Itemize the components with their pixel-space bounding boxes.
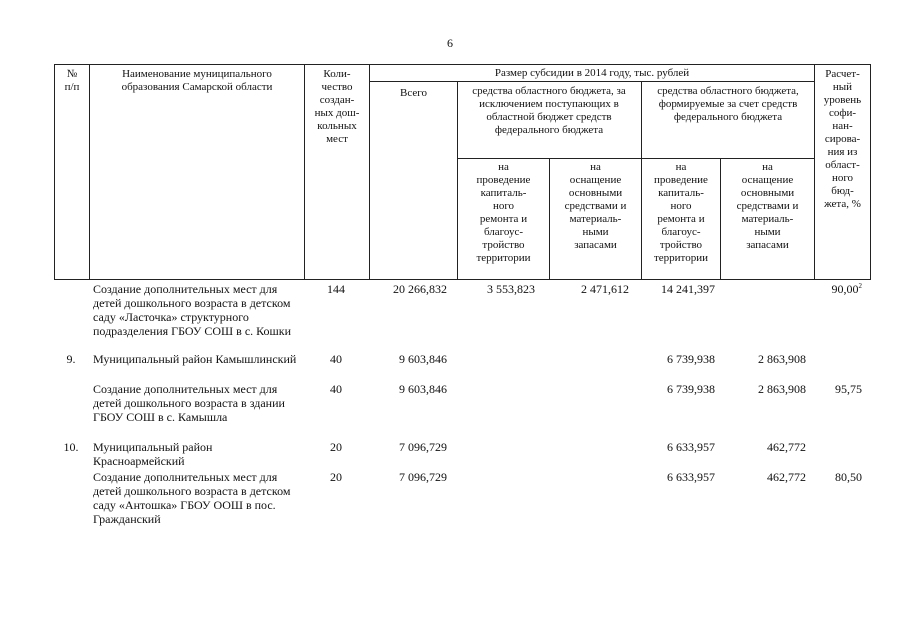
header-level: Расчет- ный уровень софи- нан- сирова- ния из област- ного бюд- жета, % — [823, 68, 862, 210]
header-reg-equip: на оснащение основными средствами и материаль- ными запасами — [564, 161, 627, 251]
row-places: 20 — [330, 440, 342, 454]
row-fed-equip: 462,772 — [767, 440, 806, 454]
header-reg-repair: на проведение капиталь- ного ремонта и благоус- тройство территории — [476, 161, 531, 264]
row-level: 80,50 — [835, 470, 862, 484]
row-total: 7 096,729 — [399, 440, 447, 454]
row-name: Создание дополнительных мест для детей дошкольного возраста в здании ГБОУ СОШ в с. Камышла — [93, 382, 285, 424]
row-fed-repair: 6 739,938 — [667, 382, 715, 396]
row-fed-equip: 2 863,908 — [758, 352, 806, 366]
row-name: Создание дополнительных мест для детей дошкольного возраста в детском саду «Ласточка» структурного подразделения ГБОУ СОШ в с. Кошки — [93, 282, 292, 338]
table-header — [54, 64, 871, 280]
row-total: 20 266,832 — [393, 282, 447, 296]
header-name: Наименование муниципального образования Самарской области — [121, 68, 273, 93]
row-level: 95,75 — [835, 382, 862, 396]
row-fed-equip: 462,772 — [767, 470, 806, 484]
row-num: 9. — [66, 352, 76, 366]
row-level: 90,00$^2$ — [831, 282, 862, 296]
row-places: 40 — [330, 352, 342, 366]
row-places: 40 — [330, 382, 342, 396]
row-reg-equip: 2 471,612 — [581, 282, 629, 296]
header-fed-repair: на проведение капиталь- ного ремонта и благоус- тройство территории — [653, 161, 708, 264]
header-regional: средства областного бюджета, за исключением поступающих в областной бюджет средств федерального бюджета — [472, 85, 626, 136]
row-places: 144 — [327, 282, 345, 296]
row-num: 10. — [63, 440, 79, 454]
header-fed-equip: на оснащение основными средствами и материаль- ными запасами — [736, 161, 799, 251]
row-total: 7 096,729 — [399, 470, 447, 484]
row-reg-repair: 3 553,823 — [487, 282, 535, 296]
row-name: Муниципальный район Красноармейский — [93, 440, 213, 468]
row-fed-repair: 6 739,938 — [667, 352, 715, 366]
row-fed-equip: 2 863,908 — [758, 382, 806, 396]
page-number: 6 — [447, 36, 453, 50]
row-total: 9 603,846 — [399, 382, 447, 396]
row-name: Муниципальный район Камышлинский — [93, 352, 297, 366]
row-total: 9 603,846 — [399, 352, 447, 366]
header-num: № п/п — [64, 68, 80, 93]
header-federal: средства областного бюджета, формируемые за счет средств федерального бюджета — [657, 85, 799, 123]
header-total: Всего — [400, 87, 427, 99]
header-subsidy: Размер субсидии в 2014 году, тыс. рублей — [494, 67, 690, 79]
row-fed-repair: 6 633,957 — [667, 440, 715, 454]
row-fed-repair: 6 633,957 — [667, 470, 715, 484]
row-fed-repair: 14 241,397 — [661, 282, 715, 296]
row-name: Создание дополнительных мест для детей дошкольного возраста в детском саду «Антошка» ГБОУ ООШ в пос. Гражданский — [93, 470, 291, 526]
header-places: Коли- чество создан- ных дош- кольных мест — [314, 68, 360, 145]
row-places: 20 — [330, 470, 342, 484]
footnote-mark: 2 — [858, 282, 862, 290]
